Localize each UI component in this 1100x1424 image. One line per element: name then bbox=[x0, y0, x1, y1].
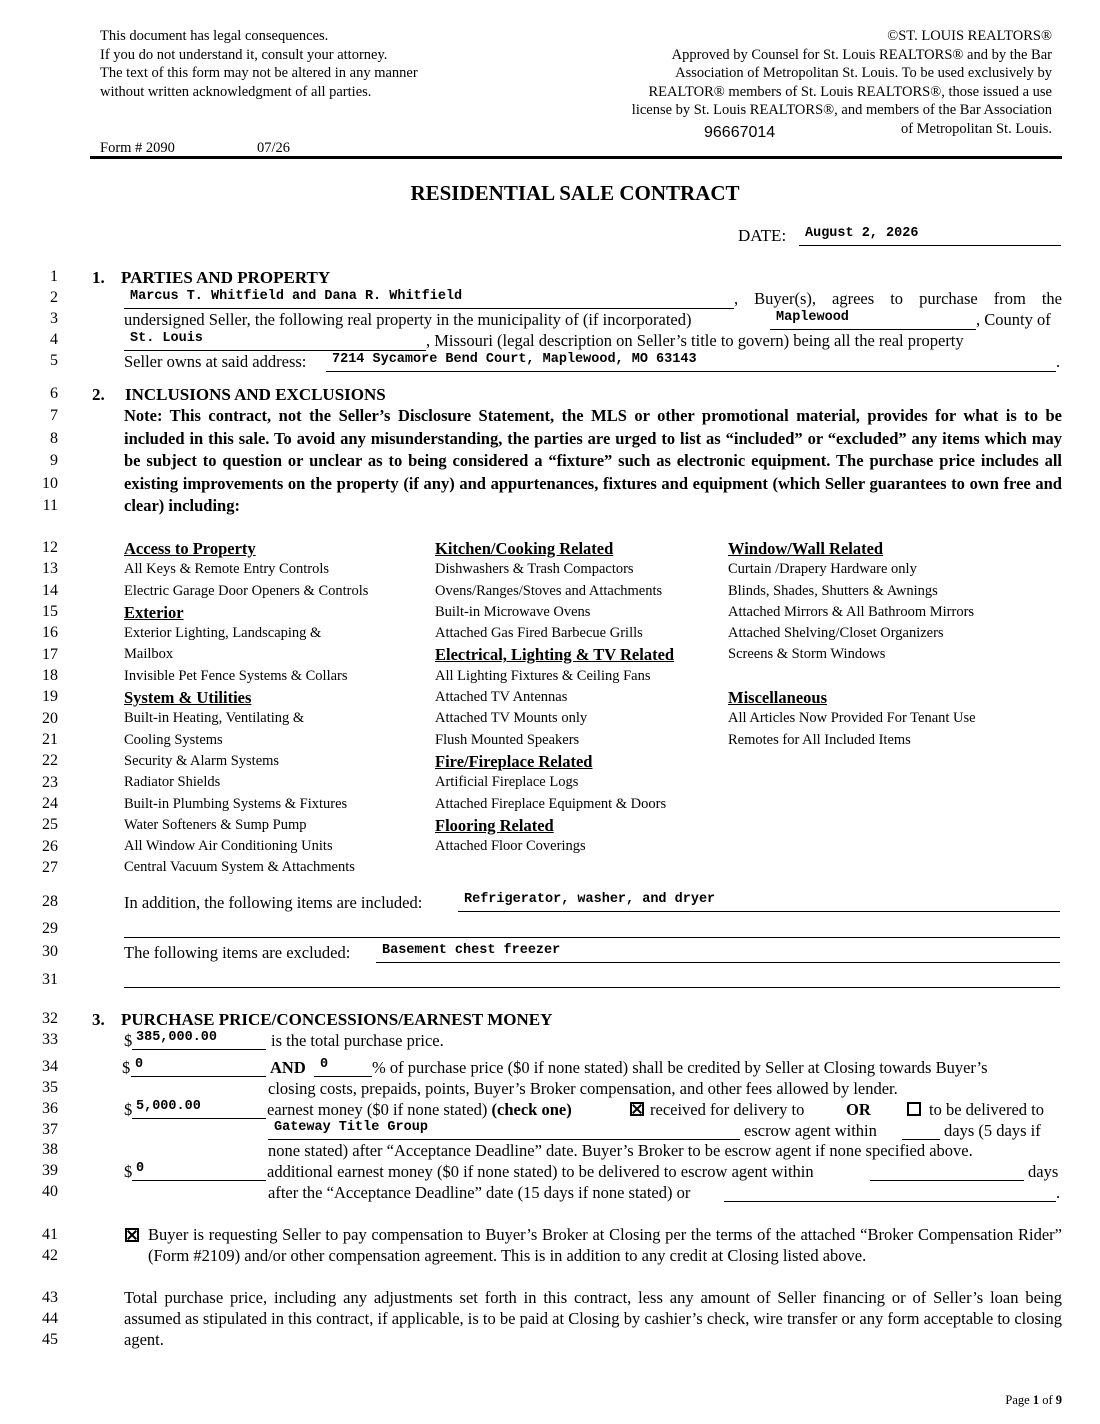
category-heading: Flooring Related bbox=[435, 815, 554, 835]
line-number: 34 bbox=[42, 1058, 58, 1075]
line-number: 39 bbox=[42, 1162, 58, 1179]
inclusion-item: Attached Gas Fired Barbecue Grills bbox=[435, 625, 643, 642]
inclusion-item: Exterior Lighting, Landscaping & bbox=[124, 625, 322, 642]
copyright-line: REALTOR® members of St. Louis REALTORS®, those issued a use bbox=[648, 83, 1052, 100]
earnest-money-label: earnest money ($0 if none stated) bbox=[267, 1100, 488, 1119]
category-heading: Access to Property bbox=[124, 539, 256, 558]
page-word: Page bbox=[1005, 1393, 1030, 1407]
category-heading: System & Utilities bbox=[124, 688, 252, 708]
county-label: , County of bbox=[976, 310, 1051, 329]
escrow-agent-value: Gateway Title Group bbox=[274, 1120, 428, 1135]
line-number: 7 bbox=[50, 407, 58, 424]
copyright-line: license by St. Louis REALTORS®, and members of the Bar Association bbox=[631, 102, 1052, 118]
inclusion-item: Blinds, Shades, Shutters & Awnings bbox=[728, 582, 938, 599]
line-number: 3 bbox=[50, 310, 58, 327]
included-items-field[interactable] bbox=[458, 894, 1060, 912]
of-word: of bbox=[1042, 1393, 1053, 1407]
additional-earnest-field[interactable] bbox=[132, 1163, 266, 1181]
line-number: 23 bbox=[42, 774, 58, 791]
page-title: RESIDENTIAL SALE CONTRACT bbox=[410, 181, 740, 205]
inclusion-item: All Lighting Fixtures & Ceiling Fans bbox=[435, 667, 651, 684]
escrow-days-field[interactable] bbox=[902, 1122, 940, 1140]
line-number: 26 bbox=[42, 838, 58, 855]
line-number: 18 bbox=[42, 667, 58, 684]
line-number: 45 bbox=[42, 1331, 58, 1348]
line-number: 4 bbox=[50, 331, 58, 348]
line-number: 16 bbox=[42, 624, 58, 641]
spacer bbox=[728, 666, 976, 687]
line-number: 14 bbox=[42, 582, 58, 599]
additional-earnest-value: 0 bbox=[136, 1161, 145, 1176]
inclusion-item: All Articles Now Provided For Tenant Use bbox=[728, 710, 976, 727]
legal-notice-line: The text of this form may not be altered in any manner bbox=[100, 65, 418, 81]
section-heading: INCLUSIONS AND EXCLUSIONS bbox=[125, 385, 386, 404]
concession-text: % of purchase price ($0 if none stated) shall be credited by Seller at Closing towards Buyer’s bbox=[372, 1058, 988, 1077]
line-number: 40 bbox=[42, 1183, 58, 1200]
line-number: 22 bbox=[42, 752, 58, 769]
line-number: 13 bbox=[42, 560, 58, 577]
additional-deadline-field[interactable] bbox=[724, 1184, 1056, 1202]
excluded-items-value: Basement chest freezer bbox=[382, 943, 561, 958]
header-rule bbox=[90, 156, 1062, 159]
legal-notice-line: without written acknowledgment of all parties. bbox=[100, 83, 372, 100]
to-be-delivered-checkbox[interactable] bbox=[907, 1102, 921, 1116]
municipality-field[interactable] bbox=[770, 312, 976, 330]
concession-percent-value: 0 bbox=[320, 1057, 329, 1072]
additional-deadline-text: after the “Acceptance Deadline” date (15 days if none stated) or bbox=[268, 1183, 691, 1202]
category-heading: Miscellaneous bbox=[728, 688, 827, 708]
included-items-value: Refrigerator, washer, and dryer bbox=[464, 892, 716, 907]
dollar-sign: $ bbox=[124, 1162, 133, 1181]
inclusion-item: Attached TV Mounts only bbox=[435, 710, 588, 727]
line-number: 21 bbox=[42, 731, 58, 748]
line-number: 17 bbox=[42, 646, 58, 663]
inclusion-item: Artificial Fireplace Logs bbox=[435, 774, 579, 791]
legal-notice-line: This document has legal consequences. bbox=[100, 28, 329, 44]
line-number: 28 bbox=[42, 893, 58, 910]
category-heading: Kitchen/Cooking Related bbox=[435, 539, 614, 558]
county-value: St. Louis bbox=[130, 331, 203, 346]
buyer-agrees-text: , Buyer(s), agrees to purchase from the bbox=[734, 289, 1062, 308]
inclusion-item: Attached TV Antennas bbox=[435, 689, 568, 706]
additional-days-field[interactable] bbox=[870, 1163, 1024, 1181]
inclusion-item: Screens & Storm Windows bbox=[728, 646, 886, 663]
category-heading: Window/Wall Related bbox=[728, 539, 884, 558]
purchase-price-field[interactable] bbox=[132, 1032, 266, 1050]
page-total: 9 bbox=[1055, 1393, 1062, 1407]
category-heading: Electrical, Lighting & TV Related bbox=[435, 645, 675, 665]
dollar-sign: $ bbox=[124, 1100, 133, 1119]
broker-compensation-checkbox-checked[interactable] bbox=[125, 1228, 139, 1242]
copyright-line: ©ST. LOUIS REALTORS® bbox=[887, 28, 1052, 44]
legal-description-text: , Missouri (legal description on Seller’s title to govern) being all the real property bbox=[426, 331, 964, 350]
copyright-notice bbox=[532, 27, 1052, 138]
check-one-label: (check one) bbox=[491, 1100, 572, 1119]
address-label: Seller owns at said address: bbox=[124, 352, 307, 371]
section-number: 3. bbox=[92, 1010, 105, 1029]
legal-notice-line: If you do not understand it, consult your attorney. bbox=[100, 46, 388, 63]
inclusions-column-2 bbox=[435, 538, 674, 857]
inclusion-item: Built-in Heating, Ventilating & bbox=[124, 710, 305, 727]
line-number: 30 bbox=[42, 943, 58, 960]
line-number: 44 bbox=[42, 1310, 58, 1327]
and-label: AND bbox=[270, 1058, 306, 1077]
municipality-label: undersigned Seller, the following real property in the municipality of (if incorporated) bbox=[124, 310, 692, 329]
section-heading: PARTIES AND PROPERTY bbox=[121, 268, 331, 287]
inclusion-item: Ovens/Ranges/Stoves and Attachments bbox=[435, 582, 663, 599]
line-number: 24 bbox=[42, 795, 58, 812]
line-number: 35 bbox=[42, 1079, 58, 1096]
inclusion-item: Attached Shelving/Closet Organizers bbox=[728, 625, 944, 642]
excluded-label: The following items are excluded: bbox=[124, 943, 351, 962]
inclusion-item: Remotes for All Included Items bbox=[728, 731, 911, 748]
inclusion-item: Radiator Shields bbox=[124, 774, 221, 791]
legal-notice bbox=[100, 27, 418, 101]
date-label: DATE: bbox=[738, 226, 787, 245]
additional-earnest-text: additional earnest money ($0 if none stated) to be delivered to escrow agent within bbox=[267, 1162, 814, 1181]
license-number: 96667014 bbox=[704, 124, 776, 141]
broker-compensation-text: Buyer is requesting Seller to pay compensation to Buyer’s Broker at Closing per the terms of the attached “Broker Compensation Rider” (Form #2109) and/or other compensation agreement. This is in addition to any credit at Closing listed above. bbox=[148, 1225, 1062, 1265]
additional-deadline-period: . bbox=[1056, 1183, 1061, 1202]
date-field[interactable] bbox=[799, 228, 1061, 246]
line-number: 2 bbox=[50, 289, 58, 306]
section-heading: PURCHASE PRICE/CONCESSIONS/EARNEST MONEY bbox=[121, 1010, 553, 1029]
inclusion-item: Security & Alarm Systems bbox=[124, 752, 280, 769]
seller-concession-field[interactable] bbox=[131, 1059, 266, 1077]
inclusion-item: Dishwashers & Trash Compactors bbox=[435, 561, 634, 578]
escrow-days-label: days (5 days if bbox=[944, 1121, 1041, 1140]
line-number: 36 bbox=[42, 1100, 58, 1117]
inclusion-item: All Window Air Conditioning Units bbox=[124, 838, 333, 855]
inclusion-item: Electric Garage Door Openers & Controls bbox=[124, 582, 369, 599]
inclusion-item: Cooling Systems bbox=[124, 731, 223, 748]
inclusion-item: Water Softeners & Sump Pump bbox=[124, 816, 307, 833]
inclusions-note: Note: This contract, not the Seller’s Disclosure Statement, the MLS or other promotional material, provides for what is to be included in this sale. To avoid any misunderstanding, the parties are urged to list as “included” or “excluded” any items which may be subject to question or unclear as to being considered a “fixture” such as electronic equipment. The purchase price includes all existing improvements on the property (if any) and appurtenances, fixtures and equipment (which Seller guarantees to own free and clear) including: bbox=[124, 406, 1062, 515]
date-value: August 2, 2026 bbox=[805, 226, 919, 241]
earnest-money-field[interactable] bbox=[132, 1101, 266, 1119]
copyright-line: Association of Metropolitan St. Louis. To be used exclusively by bbox=[675, 65, 1052, 81]
line-number: 19 bbox=[42, 688, 58, 705]
line-number: 6 bbox=[50, 385, 58, 402]
line-number: 10 bbox=[42, 475, 58, 492]
category-heading: Fire/Fireplace Related bbox=[435, 751, 593, 771]
line-number: 20 bbox=[42, 710, 58, 727]
included-label: In addition, the following items are included: bbox=[124, 893, 423, 912]
inclusion-item: Mailbox bbox=[124, 646, 174, 663]
line-number: 1 bbox=[50, 268, 58, 285]
dollar-sign: $ bbox=[124, 1031, 133, 1050]
line-number: 8 bbox=[50, 430, 58, 447]
copyright-line: Approved by Counsel for St. Louis REALTORS® and by the Bar bbox=[671, 46, 1052, 63]
inclusion-item: Invisible Pet Fence Systems & Collars bbox=[124, 667, 348, 684]
form-number: Form # 2090 bbox=[100, 140, 175, 156]
line-number: 37 bbox=[42, 1121, 58, 1138]
inclusion-item: Attached Fireplace Equipment & Doors bbox=[435, 795, 667, 812]
inclusion-item: Built-in Plumbing Systems & Fixtures bbox=[124, 795, 348, 812]
concession-percent-field[interactable] bbox=[314, 1059, 372, 1077]
address-field[interactable] bbox=[326, 354, 1056, 372]
inclusion-item: Built-in Microwave Ovens bbox=[435, 603, 591, 620]
inclusions-column-3 bbox=[728, 538, 976, 751]
line-number: 12 bbox=[42, 539, 58, 556]
line-number: 27 bbox=[42, 859, 58, 876]
purchase-price-text: is the total purchase price. bbox=[271, 1031, 444, 1050]
buyer-names-value: Marcus T. Whitfield and Dana R. Whitfield bbox=[130, 289, 463, 304]
buyer-names-field[interactable] bbox=[124, 291, 734, 309]
section-number: 2. bbox=[92, 385, 105, 404]
earnest-money-value: 5,000.00 bbox=[136, 1099, 201, 1114]
address-period: . bbox=[1056, 352, 1061, 371]
concession-text-cont: closing costs, prepaids, points, Buyer’s Broker compensation, and other fees allowed by lender. bbox=[268, 1079, 898, 1098]
received-label: received for delivery to bbox=[650, 1100, 805, 1119]
inclusion-item: Curtain /Drapery Hardware only bbox=[728, 561, 917, 578]
dollar-sign: $ bbox=[122, 1058, 131, 1077]
line-number: 33 bbox=[42, 1031, 58, 1048]
inclusions-column-1 bbox=[124, 538, 368, 879]
inclusion-item: Attached Floor Coverings bbox=[435, 838, 586, 855]
page-indicator bbox=[1005, 1393, 1062, 1408]
excluded-items-field[interactable] bbox=[376, 945, 1060, 963]
received-checkbox-checked[interactable] bbox=[630, 1102, 644, 1116]
to-be-delivered-label: to be delivered to bbox=[929, 1100, 1045, 1119]
address-value: 7214 Sycamore Bend Court, Maplewood, MO 63143 bbox=[332, 352, 697, 367]
line-number: 5 bbox=[50, 352, 58, 369]
page-number: 1 bbox=[1032, 1393, 1040, 1407]
line-number: 29 bbox=[42, 920, 58, 937]
form-date: 07/26 bbox=[257, 140, 291, 156]
total-price-paragraph: Total purchase price, including any adjustments set forth in this contract, less any amount of Seller financing or of Seller’s loan being assumed as stipulated in this contract, if applicable, is to be paid at Closing by cashier’s check, wire transfer or any form acceptable to closing agent. bbox=[124, 1288, 1062, 1349]
line-number: 9 bbox=[50, 452, 58, 469]
line-number: 31 bbox=[42, 971, 58, 988]
escrow-agent-label: escrow agent within bbox=[744, 1121, 877, 1140]
inclusion-item: All Keys & Remote Entry Controls bbox=[124, 561, 329, 578]
line-number: 15 bbox=[42, 603, 58, 620]
inclusion-item: Central Vacuum System & Attachments bbox=[124, 859, 355, 876]
included-items-field-line2[interactable] bbox=[124, 920, 1060, 938]
excluded-items-field-line2[interactable] bbox=[124, 970, 1060, 988]
inclusion-item: Attached Mirrors & All Bathroom Mirrors bbox=[728, 603, 975, 620]
purchase-price-value: 385,000.00 bbox=[136, 1030, 218, 1045]
earnest-money-text bbox=[267, 1099, 572, 1120]
line-number: 38 bbox=[42, 1141, 58, 1158]
category-heading: Exterior bbox=[124, 602, 184, 622]
line-number: 25 bbox=[42, 816, 58, 833]
county-field[interactable] bbox=[124, 333, 426, 351]
acceptance-deadline-text: none stated) after “Acceptance Deadline” date. Buyer’s Broker to be escrow agent if none specified above. bbox=[268, 1141, 973, 1160]
copyright-line: of Metropolitan St. Louis. bbox=[900, 120, 1052, 137]
seller-concession-value: 0 bbox=[135, 1057, 144, 1072]
municipality-value: Maplewood bbox=[776, 310, 849, 325]
line-number: 42 bbox=[42, 1247, 58, 1264]
section-number: 1. bbox=[92, 268, 105, 287]
escrow-agent-field[interactable] bbox=[268, 1122, 740, 1140]
or-label: OR bbox=[846, 1100, 871, 1119]
line-number: 32 bbox=[42, 1010, 58, 1027]
inclusion-item: Flush Mounted Speakers bbox=[435, 731, 580, 748]
line-number: 41 bbox=[42, 1226, 58, 1243]
line-number: 43 bbox=[42, 1289, 58, 1306]
additional-days-label: days bbox=[1028, 1162, 1059, 1181]
line-number: 11 bbox=[42, 497, 58, 514]
